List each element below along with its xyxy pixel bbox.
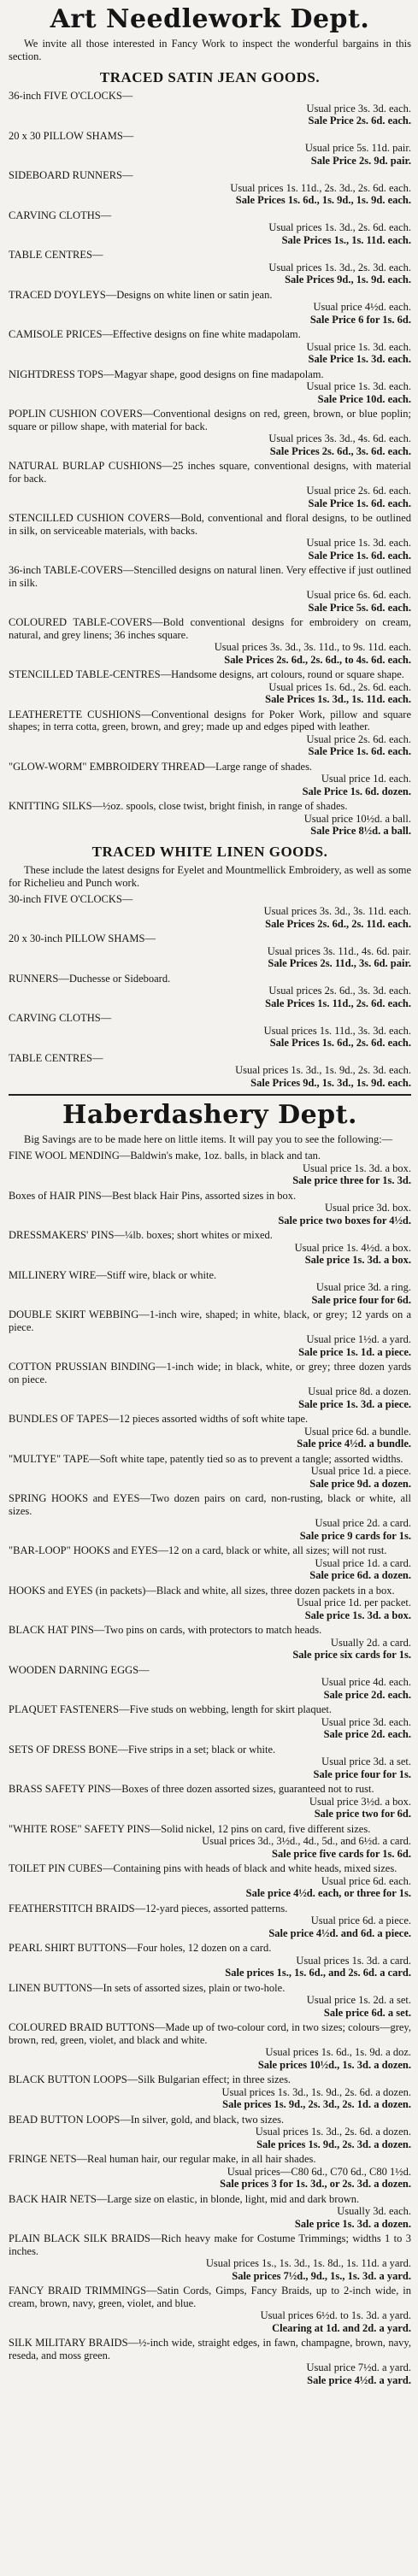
usual-price: Usual price 1½d. a yard. bbox=[306, 1333, 411, 1345]
usual-price: Usual price 8d. a dozen. bbox=[308, 1385, 411, 1397]
sale-price: Sale Price 10d. each. bbox=[317, 392, 411, 405]
list-item bbox=[9, 1544, 411, 1582]
item-description: SPRING HOOKS and EYES—Two dozen pairs on card, non-rusting, black or white, all sizes. bbox=[9, 1492, 411, 1517]
item-description: PLAQUET FASTENERS—Five studs on webbing, length for skirt plaquet. bbox=[9, 1703, 332, 1715]
item-description: TOILET PIN CUBES—Containing pins with heads of black and white heads, mixed sizes. bbox=[9, 1862, 397, 1874]
list-item bbox=[9, 512, 411, 562]
item-description: SETS OF DRESS BONE—Five strips in a set; black or white. bbox=[9, 1743, 276, 1756]
usual-price: Usual prices 1s. 6d., 1s. 9d. a doz. bbox=[265, 2046, 411, 2058]
usual-price: Usual prices 3s. 11d., 4s. 6d. pair. bbox=[267, 944, 411, 957]
haberdashery-list bbox=[9, 1150, 411, 2386]
sale-price: Sale price three for 1s. 3d. bbox=[292, 1174, 411, 1186]
item-description: BEAD BUTTON LOOPS—In silver, gold, and black, two sizes. bbox=[9, 2113, 285, 2126]
item-description: LINEN BUTTONS—In sets of assorted sizes, plain or two-hole. bbox=[9, 1981, 286, 1994]
satin-jean-list bbox=[9, 90, 411, 838]
list-item bbox=[9, 709, 411, 758]
sale-price: Sale prices 1s. 9d., 2s. 3d., 2s. 1d. a dozen. bbox=[222, 2098, 411, 2110]
white-linen-intro: These include the latest designs for Eyelet and Mountmellick Embroidery, as well as some for Richelieu and Punch work. bbox=[9, 863, 411, 889]
item-description: TABLE CENTRES— bbox=[9, 1051, 103, 1064]
item-description: BLACK HAT PINS—Two pins on cards, with protectors to match heads. bbox=[9, 1624, 322, 1636]
item-description: 20 x 30 PILLOW SHAMS— bbox=[9, 129, 134, 142]
usual-price: Usual price 1d. a card. bbox=[315, 1556, 411, 1569]
sale-price: Sale price 6d. a set. bbox=[323, 2006, 411, 2019]
sale-price: Sale Prices 1s. 6d., 1s. 9d., 1s. 9d. each. bbox=[235, 194, 411, 206]
list-item bbox=[9, 1492, 411, 1542]
sale-price: Sale price 2d. each. bbox=[323, 1728, 411, 1740]
sale-price: Sale Price 1s. 6d. each. bbox=[308, 549, 411, 562]
item-description: BUNDLES OF TAPES—12 pieces assorted widths of soft white tape. bbox=[9, 1413, 309, 1425]
item-description: FINE WOOL MENDING—Baldwin's make, 1oz. balls, in black and tan. bbox=[9, 1150, 321, 1162]
item-description: DOUBLE SKIRT WEBBING—1-inch wire, shaped; in white, black, or grey; 12 yards on a piece. bbox=[9, 1309, 411, 1333]
usual-price: Usual prices 6½d. to 1s. 3d. a yard. bbox=[260, 2309, 411, 2321]
white-linen-list bbox=[9, 893, 411, 1090]
item-description: SILK MILITARY BRAIDS—½-inch wide, straight edges, in fawn, champagne, brown, navy, reseda, and moss green. bbox=[9, 2337, 411, 2361]
usual-price: Usual price 1d. each. bbox=[321, 773, 411, 785]
item-description: 36-inch FIVE O'CLOCKS— bbox=[9, 90, 133, 102]
item-description: 20 x 30-inch PILLOW SHAMS— bbox=[9, 932, 156, 944]
sale-price: Clearing at 1d. and 2d. a yard. bbox=[272, 2321, 411, 2334]
item-description: SIDEBOARD RUNNERS— bbox=[9, 169, 133, 181]
list-item bbox=[9, 1942, 411, 1979]
usual-price: Usual prices 1s. 3d., 1s. 9d., 2s. 6d. a dozen. bbox=[221, 2085, 411, 2098]
sale-price: Sale Prices 2s. 6d., 2s. 6d., to 4s. 6d. each. bbox=[224, 653, 411, 666]
list-item bbox=[9, 2337, 411, 2386]
sale-price: Sale Prices 9d., 1s. 3d., 1s. 9d. each. bbox=[250, 1076, 411, 1089]
item-description: POPLIN CUSHION COVERS—Conventional designs on red, green, brown, or blue poplin; square or pillow shape, with material for back. bbox=[9, 408, 411, 432]
item-description: MILLINERY WIRE—Stiff wire, black or white. bbox=[9, 1268, 217, 1281]
item-description: "GLOW-WORM" EMBROIDERY THREAD—Large range of shades. bbox=[9, 760, 313, 773]
item-description: STENCILLED TABLE-CENTRES—Handsome designs, art colours, round or square shape. bbox=[9, 668, 404, 680]
list-item bbox=[9, 2193, 411, 2231]
list-item bbox=[9, 90, 411, 127]
item-description: PEARL SHIRT BUTTONS—Four holes, 12 dozen on a card. bbox=[9, 1942, 272, 1954]
sale-price: Sale Price 2s. 6d. each. bbox=[308, 115, 411, 126]
usual-price: Usual price 7½d. a yard. bbox=[306, 2361, 411, 2373]
sale-price: Sale price four for 1s. bbox=[313, 1767, 411, 1780]
item-description: "BAR-LOOP" HOOKS and EYES—12 on a card, black or white, all sizes; will not rust. bbox=[9, 1544, 387, 1556]
usual-price: Usual prices 1s. 3d., 2s. 6d. each. bbox=[268, 221, 411, 233]
list-item bbox=[9, 1744, 411, 1781]
sale-price: Sale Prices 1s., 1s. 11d. each. bbox=[281, 233, 411, 246]
sale-price: Sale prices 1s. 9d., 2s. 3d. a dozen. bbox=[256, 2138, 411, 2150]
usual-price: Usual prices 3d., 3½d., 4d., 5d., and 6½d. a card. bbox=[202, 1835, 411, 1847]
sale-price: Sale Price 1s. 6d. dozen. bbox=[302, 785, 411, 797]
list-item bbox=[9, 932, 411, 970]
newspaper-advertisement bbox=[0, 5, 418, 2576]
item-description: FRINGE NETS—Real human hair, our regular make, in all hair shades. bbox=[9, 2153, 316, 2165]
sale-price: Sale Prices 2s. 6d., 2s. 11d. each. bbox=[265, 917, 411, 930]
list-item bbox=[9, 2285, 411, 2334]
list-item bbox=[9, 169, 411, 207]
item-description: NIGHTDRESS TOPS—Magyar shape, good designs on fine madapolam. bbox=[9, 368, 324, 380]
usual-price: Usual price 1s. 4½d. a box. bbox=[294, 1241, 411, 1254]
item-description: FANCY BRAID TRIMMINGS—Satin Cords, Gimps, Fancy Braids, up to 2-inch wide, in cream, brown, navy, green, violet, and blue. bbox=[9, 2285, 411, 2309]
usual-price: Usual price 3d. a ring. bbox=[315, 1281, 411, 1293]
list-item bbox=[9, 2021, 411, 2071]
usual-price: Usual prices 3s. 3d., 3s. 11d. each. bbox=[263, 905, 411, 917]
usual-price: Usual prices 1s. 11d., 3s. 3d. each. bbox=[263, 1024, 411, 1037]
list-item bbox=[9, 460, 411, 509]
item-description: KNITTING SILKS—½oz. spools, close twist, bright finish, in range of shades. bbox=[9, 800, 348, 812]
haberdashery-intro: Big Savings are to be made here on little items. It will pay you to see the following:— bbox=[24, 1133, 393, 1145]
item-description: LEATHERETTE CUSHIONS—Conventional designs for Poker Work, pillow and square shapes; in terra cotta, green, brown, and grey; made up and edges piped with leather. bbox=[9, 708, 411, 732]
satin-jean-heading: TRACED SATIN JEAN GOODS. bbox=[99, 69, 321, 85]
sale-price: Sale Price 8½d. a ball. bbox=[310, 825, 411, 837]
item-description: STENCILLED CUSHION COVERS—Bold, conventional and floral designs, to be outlined in silk, on serviceable materials, with backs. bbox=[9, 512, 411, 537]
usual-price: Usual prices—C80 6d., C70 6d., C80 1½d. bbox=[227, 2165, 411, 2178]
list-item bbox=[9, 249, 411, 286]
sale-price: Sale Price 1s. 6d. each. bbox=[308, 497, 411, 509]
list-item bbox=[9, 1229, 411, 1267]
usual-price: Usually 3d. each. bbox=[337, 2205, 411, 2217]
usual-price: Usual prices 3s. 3d., 4s. 6d. each. bbox=[268, 432, 411, 444]
sale-price: Sale Prices 1s. 3d., 1s. 11d. each. bbox=[265, 693, 411, 705]
item-description: WOODEN DARNING EGGS— bbox=[9, 1663, 150, 1676]
sale-price: Sale Prices 2s. 11d., 3s. 6d. pair. bbox=[268, 957, 411, 969]
sale-price: Sale price 9 cards for 1s. bbox=[299, 1529, 411, 1542]
usual-price: Usual price 5s. 11d. pair. bbox=[304, 142, 411, 154]
list-item bbox=[9, 368, 411, 406]
usual-price: Usual price 2s. 6d. each. bbox=[306, 485, 411, 497]
list-item bbox=[9, 328, 411, 366]
needlework-dept-title: Art Needlework Dept. bbox=[50, 4, 370, 34]
item-description: FEATHERSTITCH BRAIDS—12-yard pieces, assorted patterns. bbox=[9, 1902, 288, 1914]
usual-price: Usual price 1d. per packet. bbox=[297, 1597, 411, 1609]
item-description: PLAIN BLACK SILK BRAIDS—Rich heavy make for Costume Trimmings; widths 1 to 3 inches. bbox=[9, 2232, 411, 2257]
list-item bbox=[9, 130, 411, 168]
usual-price: Usual price 3½d. a box. bbox=[309, 1795, 411, 1808]
item-description: DRESSMAKERS' PINS—¼lb. boxes; short whites or mixed. bbox=[9, 1229, 273, 1241]
item-description: "WHITE ROSE" SAFETY PINS—Solid nickel, 12 pins on card, five different sizes. bbox=[9, 1822, 371, 1835]
sale-price: Sale price 4½d. each, or three for 1s. bbox=[245, 1887, 411, 1899]
usual-price: Usual prices 1s. 3d., 1s. 9d., 2s. 3d. each. bbox=[235, 1064, 411, 1076]
usual-price: Usual price 4½d. each. bbox=[313, 301, 411, 313]
usual-price: Usual price 1s. 3d. each. bbox=[306, 380, 411, 392]
list-item bbox=[9, 1703, 411, 1741]
usual-price: Usual price 4d. each. bbox=[321, 1676, 411, 1688]
list-item bbox=[9, 408, 411, 457]
usual-price: Usual price 1s. 3d. each. bbox=[306, 340, 411, 353]
item-description: 36-inch TABLE-COVERS—Stencilled designs on natural linen. Very effective if just outlined in silk. bbox=[9, 564, 411, 589]
list-item bbox=[9, 616, 411, 666]
usual-price: Usual prices 1s. 11d., 2s. 3d., 2s. 6d. each. bbox=[230, 181, 411, 194]
usual-price: Usual price 2d. a card. bbox=[315, 1517, 411, 1529]
list-item bbox=[9, 1624, 411, 1661]
list-item bbox=[9, 2073, 411, 2111]
item-description: COLOURED BRAID BUTTONS—Made up of two-colour cord, in two sizes; colours—grey, brown, red, green, violet, and black and white. bbox=[9, 2021, 411, 2046]
sale-price: Sale Price 5s. 6d. each. bbox=[308, 601, 411, 614]
list-item bbox=[9, 1361, 411, 1410]
usual-price: Usual price 1s. 2d. a set. bbox=[306, 1994, 411, 2006]
usual-price: Usual price 6d. each. bbox=[321, 1874, 411, 1887]
list-item bbox=[9, 668, 411, 706]
item-description: Boxes of HAIR PINS—Best black Hair Pins, assorted sizes in box. bbox=[9, 1189, 297, 1202]
usual-price: Usual price 2s. 6d. each. bbox=[306, 732, 411, 745]
list-item bbox=[9, 1823, 411, 1861]
list-item bbox=[9, 1982, 411, 2020]
list-item bbox=[9, 1453, 411, 1491]
usual-price: Usual price 10½d. a ball. bbox=[303, 812, 411, 825]
item-description: COLOURED TABLE-COVERS—Bold conventional designs for embroidery on cream, natural, and grey linens; 36 inches square. bbox=[9, 616, 411, 641]
sale-price: Sale price 1s. 3d. a piece. bbox=[298, 1397, 411, 1410]
list-item bbox=[9, 209, 411, 247]
sale-price: Sale Price 6 for 1s. 6d. bbox=[309, 313, 411, 326]
sale-price: Sale prices 7½d., 9d., 1s., 1s. 3d. a yard. bbox=[232, 2269, 411, 2282]
list-item bbox=[9, 973, 411, 1010]
list-item bbox=[9, 1012, 411, 1050]
list-item bbox=[9, 1585, 411, 1622]
item-description: CARVING CLOTHS— bbox=[9, 209, 112, 221]
sale-price: Sale price two for 6d. bbox=[314, 1808, 411, 1820]
item-description: "MULTYE" TAPE—Soft white tape, patently tied so as to prevent a tangle; assorted widths. bbox=[9, 1452, 403, 1465]
sale-price: Sale price 1s. 1d. a piece. bbox=[298, 1345, 411, 1358]
item-description: HOOKS and EYES (in packets)—Black and white, all sizes, three dozen packets in a box. bbox=[9, 1584, 395, 1597]
sale-price: Sale price six cards for 1s. bbox=[292, 1649, 411, 1661]
item-description: BRASS SAFETY PINS—Boxes of three dozen assorted sizes, guaranteed not to rust. bbox=[9, 1783, 374, 1795]
sale-price: Sale price 4½d. a bundle. bbox=[297, 1438, 411, 1450]
needlework-intro: We invite all those interested in Fancy Work to inspect the wonderful bargains in this section. bbox=[9, 38, 411, 62]
sale-price: Sale prices 3 for 1s. 3d., or 2s. 3d. a dozen. bbox=[220, 2178, 411, 2190]
list-item bbox=[9, 1903, 411, 1940]
item-description: BLACK BUTTON LOOPS—Silk Bulgarian effect; in three sizes. bbox=[9, 2073, 291, 2085]
sale-price: Sale price four for 6d. bbox=[311, 1293, 411, 1306]
sale-price: Sale price five cards for 1s. 6d. bbox=[272, 1847, 411, 1860]
usual-price: Usual price 6d. a bundle. bbox=[304, 1425, 411, 1438]
sale-price: Sale price 6d. a dozen. bbox=[309, 1569, 411, 1581]
sale-price: Sale price 9d. a dozen. bbox=[309, 1477, 411, 1490]
sale-price: Sale Price 1s. 6d. each. bbox=[308, 745, 411, 757]
item-description: TRACED D'OYLEYS—Designs on white linen or satin jean. bbox=[9, 288, 273, 301]
item-description: CARVING CLOTHS— bbox=[9, 1012, 112, 1024]
list-item bbox=[9, 2114, 411, 2151]
list-item bbox=[9, 1052, 411, 1090]
usual-price: Usual prices 3s. 3d., 3s. 11d., to 9s. 11d. each. bbox=[214, 641, 411, 653]
list-item bbox=[9, 1664, 411, 1702]
usual-price: Usual price 1s. 3d. each. bbox=[306, 537, 411, 549]
list-item bbox=[9, 893, 411, 931]
sale-price: Sale Price 2s. 9d. pair. bbox=[310, 154, 411, 167]
usual-price: Usual prices 1s. 3d., 2s. 3d. each. bbox=[268, 261, 411, 273]
sale-price: Sale Prices 1s. 6d., 2s. 6d. each. bbox=[269, 1037, 411, 1049]
usual-price: Usual price 3d. each. bbox=[321, 1715, 411, 1728]
usual-price: Usually 2d. a card. bbox=[330, 1636, 411, 1649]
list-item bbox=[9, 1190, 411, 1227]
haberdashery-dept-title: Haberdashery Dept. bbox=[62, 1100, 357, 1130]
list-item bbox=[9, 289, 411, 326]
item-description: 30-inch FIVE O'CLOCKS— bbox=[9, 892, 133, 905]
list-item bbox=[9, 761, 411, 798]
list-item bbox=[9, 1862, 411, 1900]
usual-price: Usual prices 2s. 6d., 3s. 3d. each. bbox=[268, 985, 411, 997]
sale-price: Sale price 1s. 3d. a dozen. bbox=[294, 2217, 411, 2230]
usual-price: Usual prices 1s. 3d., 2s. 6d. a dozen. bbox=[255, 2126, 411, 2138]
sale-price: Sale price 4½d. a yard. bbox=[307, 2373, 411, 2386]
usual-price: Usual price 3s. 3d. each. bbox=[306, 102, 411, 115]
white-linen-heading: TRACED WHITE LINEN GOODS. bbox=[91, 843, 328, 860]
list-item bbox=[9, 1150, 411, 1187]
list-item bbox=[9, 564, 411, 614]
list-item bbox=[9, 1413, 411, 1450]
item-description: COTTON PRUSSIAN BINDING—1-inch wide; in black, white, or grey; three dozen yards on piece. bbox=[9, 1361, 411, 1385]
usual-price: Usual prices 1s., 1s. 3d., 1s. 8d., 1s. 11d. a yard. bbox=[205, 2257, 411, 2269]
item-description: BACK HAIR NETS—Large size on elastic, in blonde, light, mid and dark brown. bbox=[9, 2192, 360, 2205]
sale-price: Sale Prices 1s. 11d., 2s. 6d. each. bbox=[265, 997, 411, 1009]
usual-price: Usual price 3d. box. bbox=[324, 1202, 411, 1214]
sale-price: Sale price 2d. each. bbox=[323, 1688, 411, 1701]
item-description: TABLE CENTRES— bbox=[9, 249, 103, 261]
sale-price: Sale Prices 2s. 6d., 3s. 6d. each. bbox=[269, 444, 411, 457]
usual-price: Usual price 3d. a set. bbox=[321, 1756, 411, 1767]
sale-price: Sale price 4½d. and 6d. a piece. bbox=[268, 1926, 411, 1939]
usual-price: Usual prices 1s. 6d., 2s. 6d. each. bbox=[268, 680, 411, 693]
sale-price: Sale Prices 9d., 1s. 9d. each. bbox=[285, 273, 411, 285]
sale-price: Sale prices 10½d., 1s. 3d. a dozen. bbox=[257, 2058, 411, 2071]
list-item bbox=[9, 2153, 411, 2191]
sale-price: Sale price 1s. 3d. a box. bbox=[304, 1609, 411, 1621]
list-item bbox=[9, 2232, 411, 2282]
sale-price: Sale price 1s. 3d. a box. bbox=[304, 1254, 411, 1266]
usual-price: Usual price 6d. a piece. bbox=[310, 1914, 411, 1926]
list-item bbox=[9, 1269, 411, 1307]
sale-price: Sale price two boxes for 4½d. bbox=[278, 1214, 411, 1226]
list-item bbox=[9, 1309, 411, 1358]
usual-price: Usual price 6s. 6d. each. bbox=[306, 589, 411, 601]
section-divider bbox=[9, 1094, 411, 1096]
item-description: CAMISOLE PRICES—Effective designs on fine white madapolam. bbox=[9, 328, 301, 340]
list-item bbox=[9, 1783, 411, 1820]
sale-price: Sale Price 1s. 3d. each. bbox=[308, 353, 411, 365]
list-item bbox=[9, 800, 411, 838]
item-description: RUNNERS—Duchesse or Sideboard. bbox=[9, 972, 171, 985]
item-description: NATURAL BURLAP CUSHIONS—25 inches square, conventional designs, with material for back. bbox=[9, 460, 411, 485]
usual-price: Usual price 1d. a piece. bbox=[310, 1465, 411, 1477]
usual-price: Usual price 1s. 3d. a box. bbox=[302, 1162, 411, 1174]
sale-price: Sale prices 1s., 1s. 6d., and 2s. 6d. a card. bbox=[225, 1967, 411, 1979]
usual-price: Usual prices 1s. 3d. a card. bbox=[296, 1954, 411, 1967]
